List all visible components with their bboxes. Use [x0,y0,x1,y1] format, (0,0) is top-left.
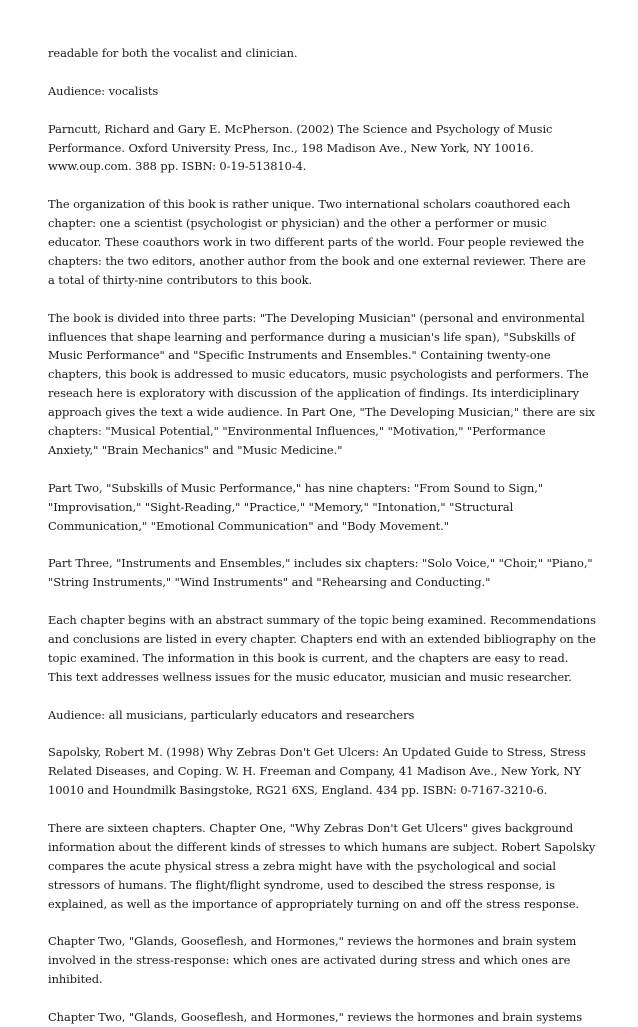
paragraph-part-three: Part Three, "Instruments and Ensembles," includes six chapters: "Solo Voice," "Choir," "Piano," "String Instruments," "Wind Instruments" and "Rehearsing and Conducting." [48,556,593,590]
paragraph-chapter-two-continued: Chapter Two, "Glands, Gooseflesh, and Hormones," reviews the hormones and brain systems [48,1010,583,1025]
paragraph-audience-all-musicians: Audience: all musicians, particularly educators and researchers [48,707,415,722]
paragraph-audience-vocalists: Audience: vocalists [48,83,159,98]
paragraph-part-two: Part Two, "Subskills of Music Performance," has nine chapters: "From Sound to Sign," "Improvisation," "Sight-Reading," "Practice," "Memory," "Intonation," "Structural Communication," "Emotional Communication" and "Body Movement." [48,480,544,533]
paragraph-chapter-structure: Each chapter begins with an abstract summary of the topic being examined. Recommendations and conclusions are listed in every chapter. Chapters end with an extended bibliography on the topic examined. The information in this book is current, and the chapters are easy to read. This text addresses wellness issues for the music educator, musician and music researcher. [48,613,596,684]
paragraph-intro-continuation: readable for both the vocalist and clinician. [48,46,298,60]
paragraph-book-organization: The organization of this book is rather unique. Two international scholars coauthored each chapter: one a scientist (psychologist or physician) and the other a performer or music educator. These coauthors work in two different parts of the world. Four people reviewed the chapters: the two editors, another author from the book and one external reviewer. There are a total of thirty-nine contributors to this book. [48,197,586,287]
document-page [48,44,596,1027]
paragraph-book-parts: The book is divided into three parts: "The Developing Musician" (personal and environmental influences that shape learning and performance during a musician's life span), "Subskills of Music Performance" and "Specific Instruments and Ensembles." Containing twenty-one chapters, this book is addressed to music educators, music psychologists and performers. The reseach here is exploratory with discussion of the application of findings. Its interdiciplinary approach gives the text a wide audience. In Part One, "The Developing Musician," there are six chapters: "Musical Potential," "Environmental Influences," "Motivation," "Performance Anxiety," "Brain Mechanics" and "Music Medicine." [48,310,595,457]
paragraph-sixteen-chapters: There are sixteen chapters. Chapter One, "Why Zebras Don't Get Ulcers" gives background information about the different kinds of stresses to which humans are subject. Robert Sapolsky compares the acute physical stress a zebra might have with the psychological and social stressors of humans. The flight/flight syndrome, used to descibed the stress response, is explained, as well as the importance of appropriately turning on and off the stress response. [48,821,596,911]
paragraph-citation-parncutt: Parncutt, Richard and Gary E. McPherson. (2002) The Science and Psychology of Music Performance. Oxford University Press, Inc., 198 Madison Ave., New York, NY 10016. www.oup.com. 388 pp. ISBN: 0-19-513810-4. [48,121,553,174]
paragraph-chapter-two: Chapter Two, "Glands, Gooseflesh, and Hormones," reviews the hormones and brain system involved in the stress-response: which ones are activated during stress and which ones are inhibited. [48,934,577,987]
paragraph-citation-sapolsky: Sapolsky, Robert M. (1998) Why Zebras Don't Get Ulcers: An Updated Guide to Stress, Stress Related Diseases, and Coping. W. H. Freeman and Company, 41 Madison Ave., New York, NY 10010 and Houndmilk Basingstoke, RG21 6XS, England. 434 pp. ISBN: 0-7167-3210-6. [48,745,586,798]
